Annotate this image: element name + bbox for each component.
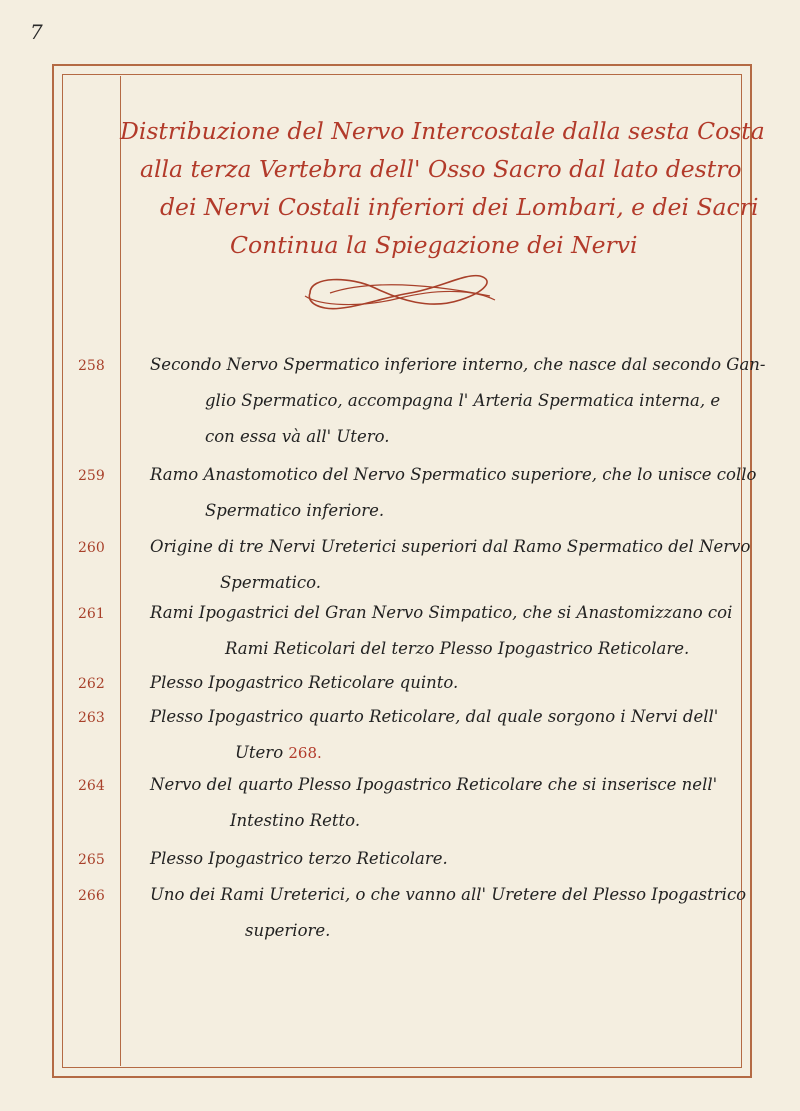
entry-line-text: Utero (235, 743, 284, 762)
entry-line: Plesso Ipogastrico terzo Reticolare. (150, 849, 448, 868)
entry-line: Nervo del quarto Plesso Ipogastrico Reticolare che si inserisce nell' (150, 775, 718, 794)
entry-text (150, 877, 747, 949)
entry-text (150, 529, 751, 601)
entry-number: 259 (78, 468, 105, 484)
cross-reference: 268. (288, 744, 322, 762)
entry-line: Plesso Ipogastrico quarto Reticolare, dal quale sorgono i Nervi dell' (150, 707, 719, 726)
entry-text (150, 595, 740, 667)
flourish-ornament (290, 268, 510, 318)
entry-line: Rami Ipogastrici del Gran Nervo Simpatico, che si Anastomizzano coi (150, 603, 733, 622)
entry-line: Intestino Retto. (230, 811, 361, 830)
page-title (110, 112, 765, 264)
entry-number: 266 (78, 888, 105, 904)
entry-number: 264 (78, 778, 105, 794)
entry-number: 261 (78, 606, 105, 622)
entry-text (150, 841, 740, 877)
entry-line: glio Spermatico, accompagna l' Arteria Spermatica interna, e (205, 391, 721, 410)
entry-number: 263 (78, 710, 105, 726)
entry-line: Rami Reticolari del terzo Plesso Ipogastrico Reticolare. (225, 639, 690, 658)
entry-line: Spermatico. (220, 573, 322, 592)
page-number: 7 (30, 20, 43, 44)
entry-text (150, 767, 740, 839)
entry-text (150, 699, 740, 771)
entry-text (150, 457, 757, 529)
entry-line: con essa và all' Utero. (205, 427, 390, 446)
entry-line: Spermatico inferiore. (205, 501, 385, 520)
entry-text (150, 347, 766, 455)
entry-number: 265 (78, 852, 105, 868)
entry-line: Secondo Nervo Spermatico inferiore interno, che nasce dal secondo Gan- (150, 355, 766, 374)
entry-line (150, 735, 740, 771)
title-line: Continua la Spiegazione dei Nervi (230, 231, 638, 259)
entry-text (150, 665, 740, 701)
entry-line: Ramo Anastomotico del Nervo Spermatico superiore, che lo unisce collo (150, 465, 757, 484)
entry-line: superiore. (245, 921, 331, 940)
entry-number: 258 (78, 358, 105, 374)
entry-line: Plesso Ipogastrico Reticolare quinto. (150, 673, 459, 692)
entry-line: Origine di tre Nervi Ureterici superiori dal Ramo Spermatico del Nervo (150, 537, 751, 556)
title-line: Distribuzione del Nervo Intercostale dalla sesta Costa (120, 117, 765, 145)
entry-line: Uno dei Rami Ureterici, o che vanno all' Uretere del Plesso Ipogastrico (150, 885, 747, 904)
title-line: dei Nervi Costali inferiori dei Lombari, e dei Sacri (160, 193, 759, 221)
title-line: alla terza Vertebra dell' Osso Sacro dal lato destro (140, 155, 742, 183)
entry-number: 262 (78, 676, 105, 692)
entry-number: 260 (78, 540, 105, 556)
